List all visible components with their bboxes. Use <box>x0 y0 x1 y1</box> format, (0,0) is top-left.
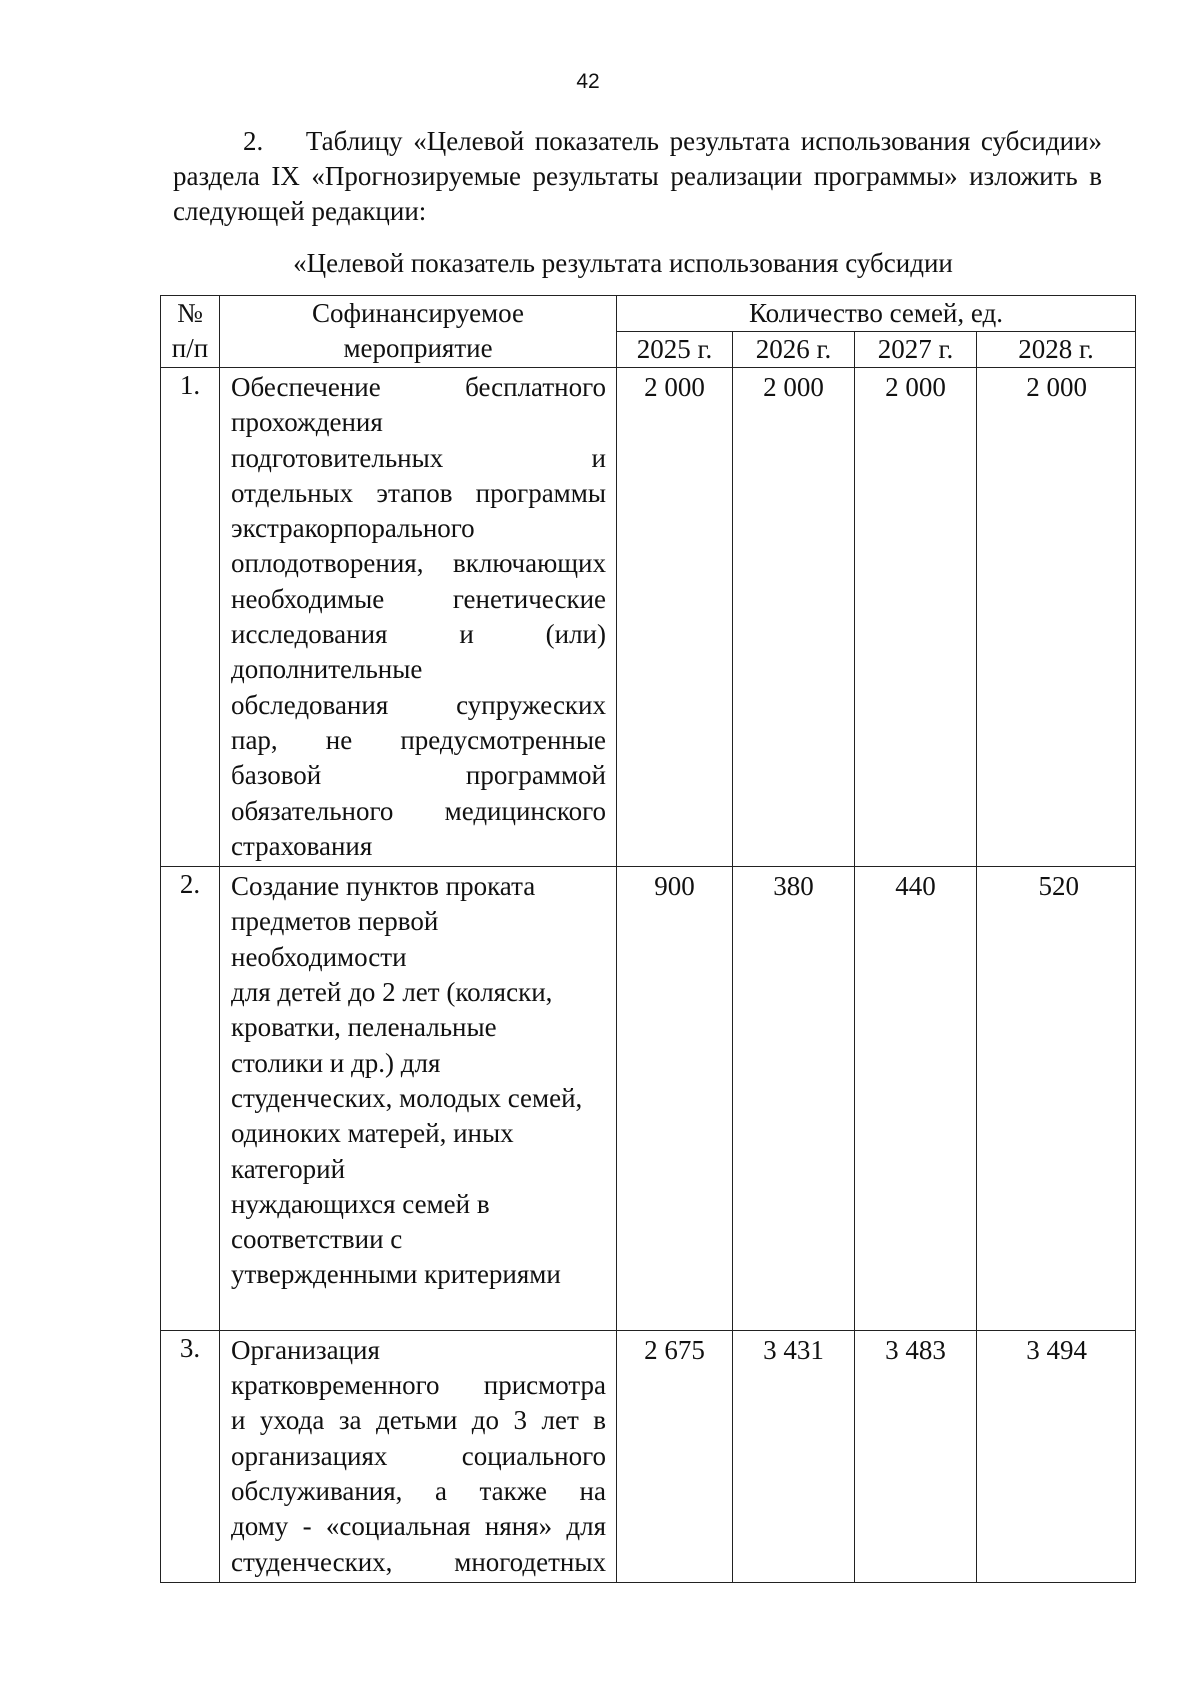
description-line: нуждающихся семей в <box>231 1188 490 1219</box>
description-line: отдельных этапов программы <box>231 477 606 508</box>
value-2027: 440 <box>855 867 977 1331</box>
value-2026: 2 000 <box>733 368 855 867</box>
description-line: страхования <box>231 830 373 861</box>
description-line: подготовительных и <box>231 442 606 473</box>
family-count-group-header: Количество семей, ед. <box>617 296 1136 332</box>
activity-description <box>220 368 617 867</box>
description-line: соответствии с <box>231 1224 403 1255</box>
description-line: базовой программой <box>231 760 606 791</box>
description-line: пар, не предусмотренные <box>231 724 606 755</box>
description-line: дому - «социальная няня» для <box>231 1511 606 1542</box>
value-2028: 2 000 <box>977 368 1136 867</box>
description-line: категорий <box>231 1153 346 1184</box>
activity-description <box>220 867 617 1331</box>
description-line: Создание пунктов проката <box>231 871 536 902</box>
description-line: обследования супружеских <box>231 689 606 720</box>
description-line: необходимости <box>231 941 407 972</box>
description-line: оплодотворения, включающих <box>231 548 606 579</box>
description-line: студенческих, молодых семей, <box>231 1082 583 1113</box>
description-line: кроватки, пеленальные <box>231 1012 497 1043</box>
num-column-header <box>161 296 220 368</box>
description-line: обязательного медицинского <box>231 795 606 826</box>
activity-header-line1: Софинансируемое <box>312 298 524 328</box>
value-2028: 520 <box>977 867 1136 1331</box>
description-line: Организация <box>231 1334 380 1365</box>
target-indicator-table <box>160 295 1136 1583</box>
description-line: столики и др.) для <box>231 1047 441 1078</box>
description-line: и ухода за детьми до 3 лет в <box>231 1405 606 1436</box>
description-line: экстракорпорального <box>231 513 475 544</box>
row-number: 1. <box>161 368 220 867</box>
table-header-row-1 <box>161 296 1136 332</box>
description-line: исследования и (или) <box>231 619 606 650</box>
description-line: Обеспечение бесплатного <box>231 372 606 402</box>
page-number: 42 <box>576 70 600 93</box>
value-2028: 3 494 <box>977 1330 1136 1582</box>
description-line: необходимые генетические <box>231 583 606 614</box>
activity-description <box>220 1330 617 1582</box>
intro-paragraph: 2. Таблицу «Целевой показатель результата использования субсидии» раздела IX «Прогнозируемые результаты реализации программы» изложить в следующей редакции: <box>173 126 1102 226</box>
table-row <box>161 1330 1136 1582</box>
description-line: утвержденными критериями <box>231 1259 561 1290</box>
description-line: одиноких матерей, иных <box>231 1118 514 1149</box>
description-line: дополнительные <box>231 654 423 685</box>
year-header-2028: 2028 г. <box>977 332 1136 368</box>
description-line: кратковременного присмотра <box>231 1370 606 1401</box>
value-2025: 900 <box>617 867 733 1331</box>
description-line: прохождения <box>231 407 383 438</box>
table-row <box>161 867 1136 1331</box>
value-2025: 2 675 <box>617 1330 733 1582</box>
description-line: организациях социального <box>231 1440 606 1471</box>
value-2026: 3 431 <box>733 1330 855 1582</box>
description-line: обслуживания, а также на <box>231 1475 606 1506</box>
activity-header-line2: мероприятие <box>343 333 493 363</box>
row-number: 3. <box>161 1330 220 1582</box>
value-2027: 3 483 <box>855 1330 977 1582</box>
activity-column-header <box>220 296 617 368</box>
description-line: студенческих, многодетных <box>231 1546 606 1577</box>
description-line: для детей до 2 лет (коляски, <box>231 977 553 1008</box>
value-2026: 380 <box>733 867 855 1331</box>
table-title: «Целевой показатель результата использования субсидии <box>293 248 953 278</box>
year-header-2026: 2026 г. <box>733 332 855 368</box>
year-header-2025: 2025 г. <box>617 332 733 368</box>
table-row <box>161 368 1136 867</box>
year-header-2027: 2027 г. <box>855 332 977 368</box>
value-2027: 2 000 <box>855 368 977 867</box>
num-header-line2: п/п <box>171 333 209 363</box>
value-2025: 2 000 <box>617 368 733 867</box>
row-number: 2. <box>161 867 220 1331</box>
description-line: предметов первой <box>231 906 439 937</box>
num-header-line1: № <box>177 298 203 328</box>
